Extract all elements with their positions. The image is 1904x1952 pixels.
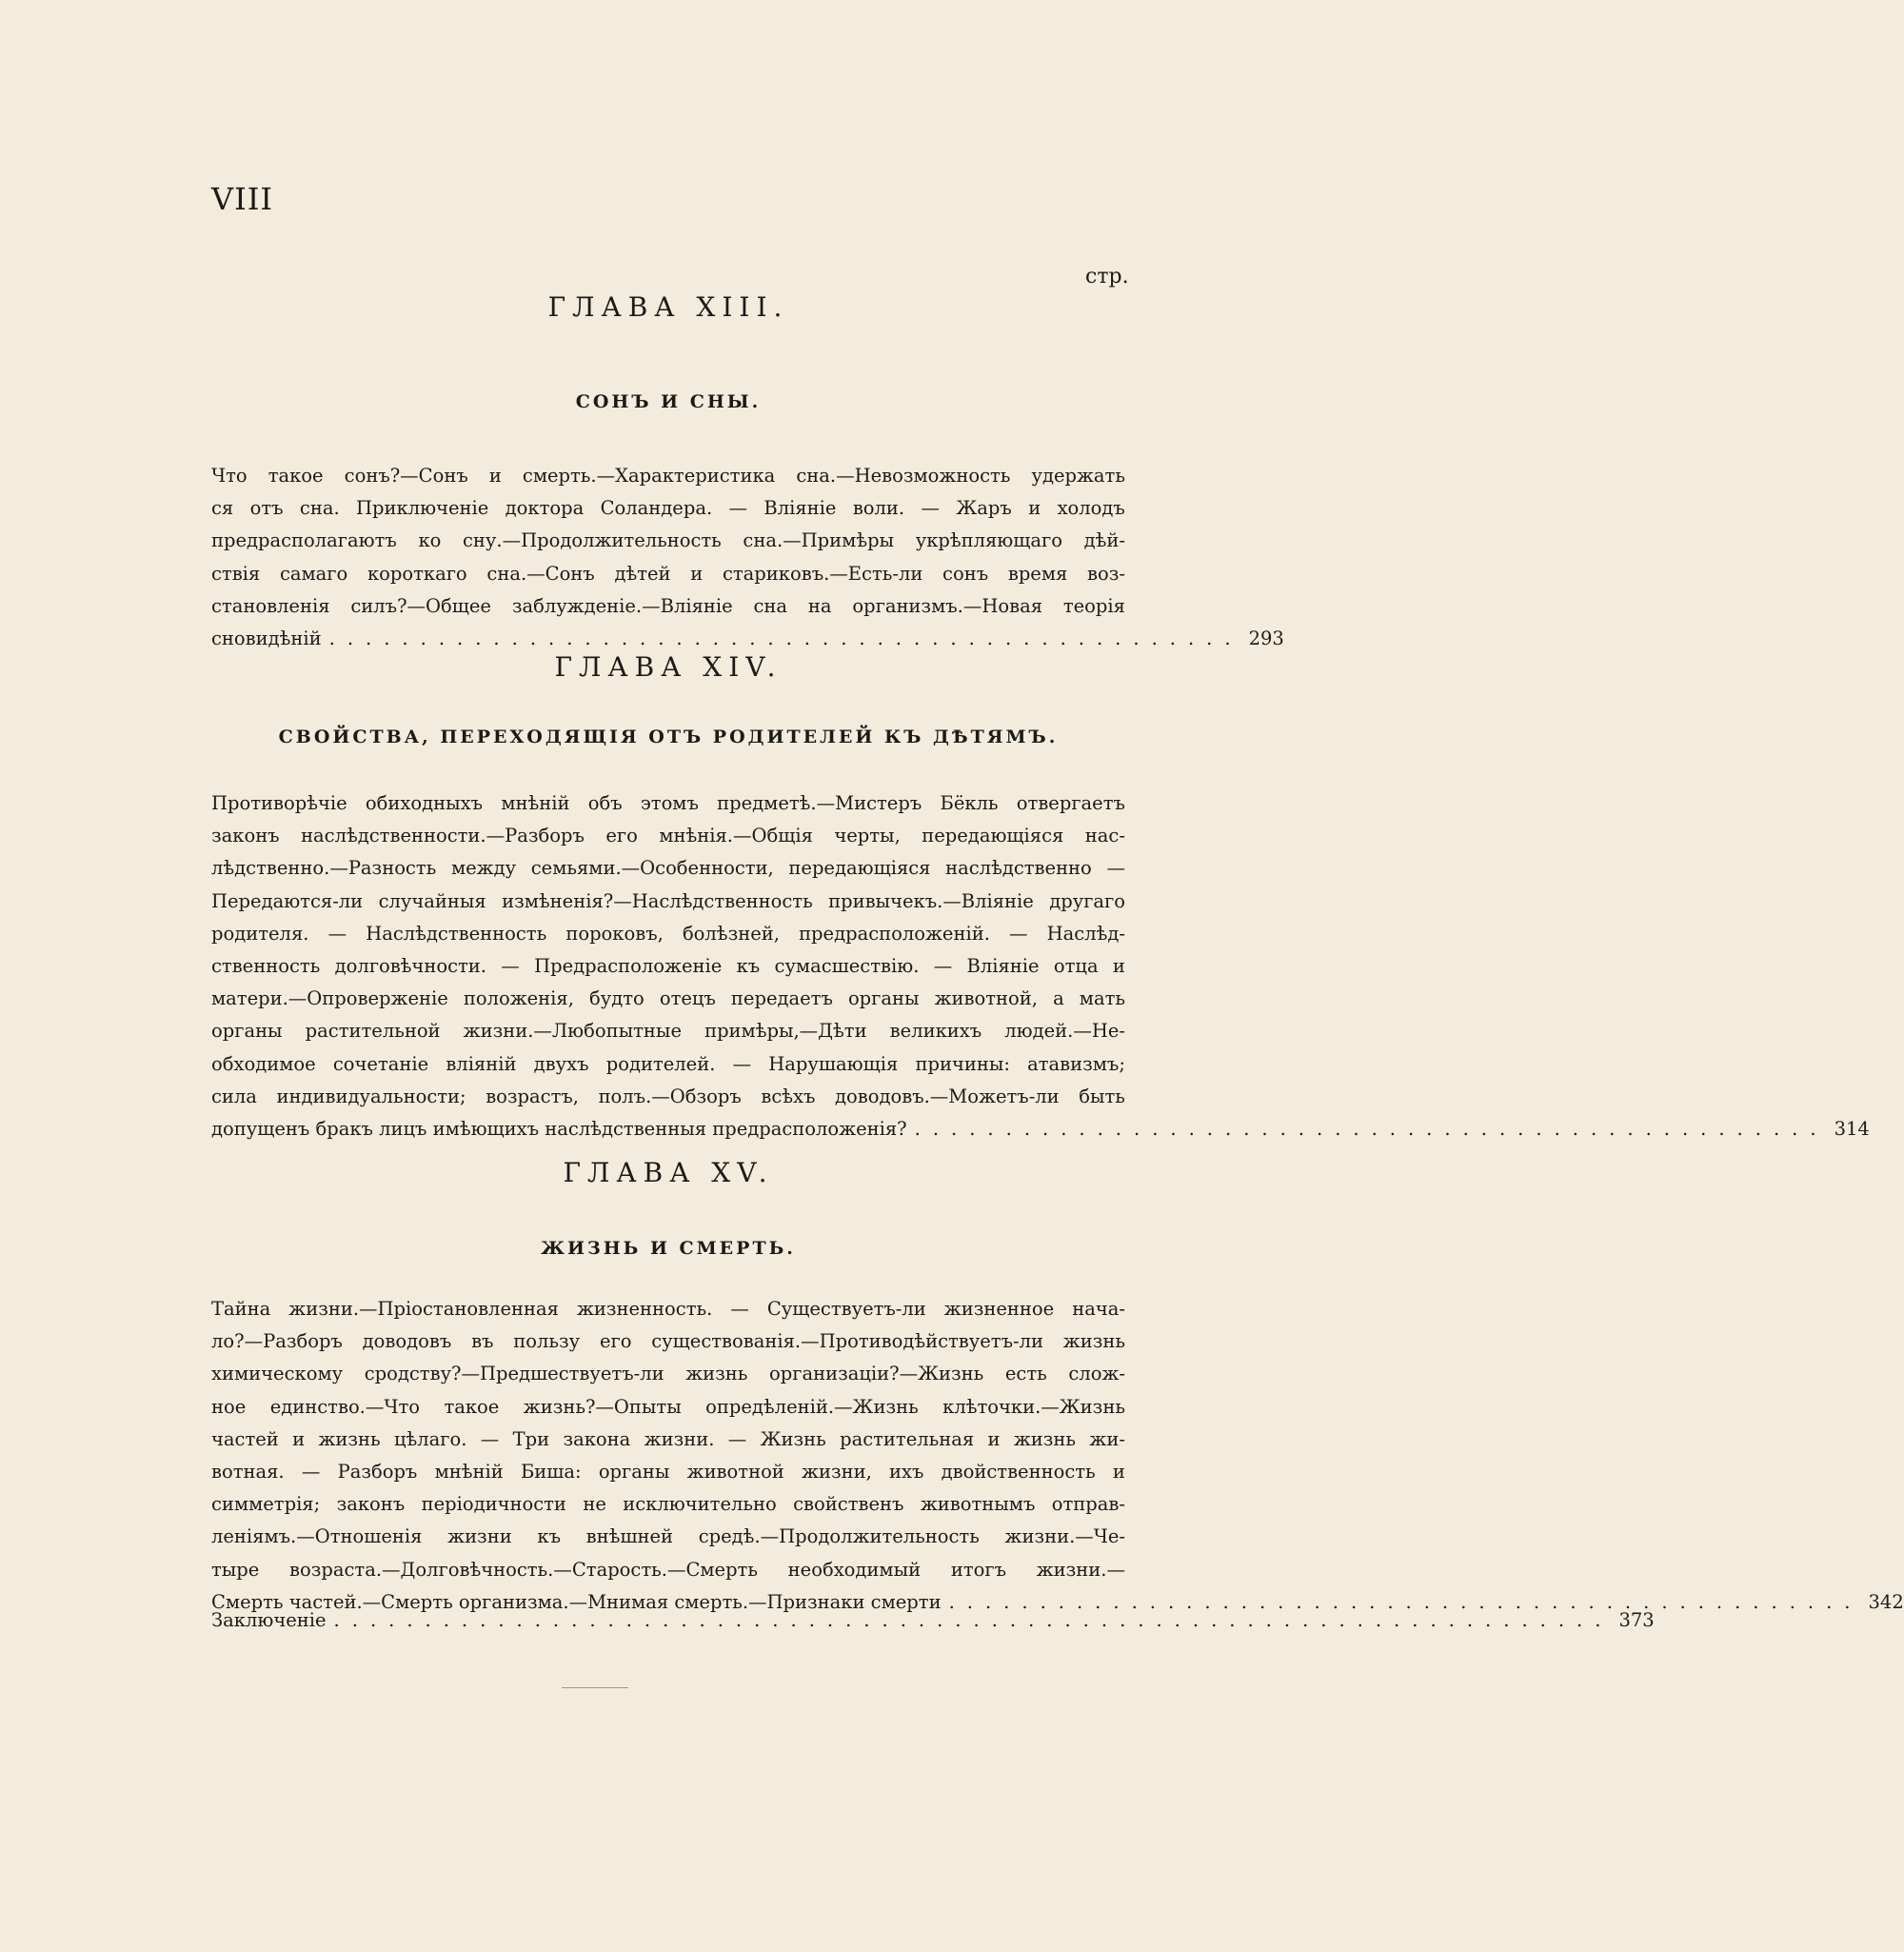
word: стариковъ.—Есть-ли (722, 562, 923, 585)
word: матери.—Опроверженіе (211, 987, 448, 1010)
word: Что (211, 465, 248, 487)
word: есть (1004, 1363, 1047, 1385)
summary-line (211, 983, 1125, 1015)
word: доводовъ.—Можетъ-ли (835, 1085, 1060, 1107)
word: положенія, (463, 987, 574, 1010)
word: людей.—Не- (1004, 1020, 1125, 1043)
summary-line (211, 918, 1125, 950)
word: Противорѣчіе (211, 792, 347, 814)
conclusion-label: Заключеніе (211, 1609, 327, 1631)
word: Жаръ (956, 497, 1012, 520)
word: Существуетъ-ли (766, 1298, 926, 1320)
word: животнымъ (920, 1493, 1036, 1516)
word: время (1007, 562, 1068, 585)
word: полъ.—Обзоръ (598, 1085, 742, 1107)
chapter-title: ГЛАВА XIII. (547, 291, 789, 323)
word: долговѣчности. (334, 955, 486, 978)
word: организаціи?—Жизнь (769, 1363, 984, 1385)
word: жизни.—Че- (1004, 1525, 1125, 1548)
dot-leader: ...................................................................... (333, 1609, 1614, 1631)
word: объ (587, 792, 623, 814)
word: леніямъ.—Отношенія (211, 1525, 423, 1548)
word: этомъ (640, 792, 699, 814)
word: Наслѣдственность (366, 922, 547, 945)
word: смерть.—Характеристика (522, 465, 776, 487)
word: — (730, 1298, 749, 1320)
summary-line (211, 820, 1125, 852)
word: черты, (834, 825, 901, 847)
word: ное (211, 1395, 247, 1418)
word: Биша: (520, 1461, 582, 1484)
summary-line (211, 525, 1125, 557)
word: Жизнь (760, 1427, 826, 1450)
word: органы (847, 987, 920, 1010)
word: такое (444, 1395, 500, 1418)
page-column-label: стр. (1085, 265, 1129, 289)
word: сна.—Невозможность (796, 465, 1011, 487)
summary-line (211, 1325, 1125, 1358)
word: закона (563, 1427, 631, 1450)
word: Наслѣд- (1046, 922, 1125, 945)
summary-line (211, 1521, 1125, 1553)
word: измѣненія?—Наслѣдственность (502, 889, 813, 912)
word: сна.—Сонъ (486, 562, 595, 585)
chapter-subtitle: СОНЪ И СНЫ. (575, 391, 762, 412)
word: Нарушающія (768, 1052, 899, 1075)
summary-line (211, 950, 1125, 983)
word: пользу (513, 1330, 581, 1353)
word: тыре (211, 1558, 260, 1581)
summary-line (211, 1391, 1125, 1424)
word: сна.—Примѣры (743, 529, 895, 552)
word: и (1112, 955, 1125, 978)
word: передаетъ (730, 987, 833, 1010)
word: другаго (1049, 889, 1125, 912)
word: жизнь (1013, 1427, 1077, 1450)
chapter-title: ГЛАВА XIV. (554, 651, 783, 683)
word: мнѣній (501, 792, 570, 814)
summary-line (211, 1293, 1125, 1325)
word: — (480, 1427, 500, 1450)
summary-last-text: сновидѣній (211, 627, 322, 650)
word: жизни, (802, 1461, 872, 1484)
word: сонъ (942, 562, 989, 585)
word: сила (211, 1085, 257, 1107)
word: самаго (279, 562, 348, 585)
word: отправ- (1051, 1493, 1125, 1516)
word: отвергаетъ (1016, 792, 1125, 814)
summary-line (211, 852, 1125, 885)
word: растительная (840, 1427, 975, 1450)
word: Соландера. (600, 497, 713, 520)
word: двойственность (941, 1461, 1096, 1484)
word: удержать (1031, 465, 1125, 487)
word: Вліяніе (764, 497, 837, 520)
word: сочетаніе (332, 1052, 429, 1075)
word: вліяній (446, 1052, 517, 1075)
word: причины: (915, 1052, 1010, 1075)
word: существованія.—Противодѣйствуетъ-ли (651, 1330, 1043, 1353)
summary-line (211, 558, 1125, 590)
word: свойственъ (793, 1493, 904, 1516)
word: на (807, 594, 832, 617)
word: сна. (299, 497, 340, 520)
page-ref: 293 (1248, 627, 1284, 650)
word: ственность (211, 955, 321, 978)
summary-line (211, 1081, 1125, 1113)
word: къ (736, 955, 761, 978)
word: и (690, 562, 704, 585)
word: сну.—Продолжительность (463, 529, 722, 552)
word: цѣлаго. (393, 1427, 467, 1450)
word: ло?—Разборъ (211, 1330, 343, 1353)
summary-last-line (211, 1113, 1870, 1145)
summary-line (211, 492, 1125, 525)
word: химическому (211, 1363, 344, 1385)
word: заблужденіе.—Вліяніе (511, 594, 733, 617)
word: ихъ (889, 1461, 924, 1484)
word: — (301, 1461, 321, 1484)
word: — (921, 497, 940, 520)
word: теорія (1062, 594, 1125, 617)
chapter-14 (211, 651, 1870, 1145)
word: жизнь?—Опыты (523, 1395, 682, 1418)
word: Три (512, 1427, 550, 1450)
word: жизни.—Пріостановленная (288, 1298, 559, 1320)
word: законъ (336, 1493, 406, 1516)
word: доктора (505, 497, 585, 520)
word: мнѣнія.—Общія (659, 825, 813, 847)
word: — (728, 497, 748, 520)
word: — (1009, 922, 1028, 945)
chapter-summary (211, 787, 1870, 1145)
chapter-13 (211, 291, 1284, 655)
word: къ (537, 1525, 561, 1548)
word: случайныя (378, 889, 486, 912)
word: дѣй- (1083, 529, 1125, 552)
word: его (599, 1330, 632, 1353)
word: жизнь (685, 1363, 748, 1385)
word: передающіяся (922, 825, 1064, 847)
word: холодъ (1057, 497, 1125, 520)
word: жизни. (644, 1427, 715, 1450)
dot-leader: .................................................. (328, 627, 1243, 650)
summary-last-text: Смерть частей.—Смерть организма.—Мнимая смерть.—Признаки смерти (211, 1590, 942, 1613)
word: періодичности (421, 1493, 566, 1516)
word: дѣтей (614, 562, 671, 585)
word: и (1028, 497, 1041, 520)
word: между (450, 857, 517, 880)
chapter-subtitle: СВОЙСТВА, ПЕРЕХОДЯЩІЯ ОТЪ РОДИТЕЛЕЙ КЪ ДѢТЯМЪ. (278, 727, 1059, 747)
summary-line (211, 1488, 1125, 1521)
word: жизни.— (1036, 1558, 1125, 1581)
word: семьями.—Особенности, (530, 857, 774, 880)
word: отъ (249, 497, 284, 520)
word: а (1053, 987, 1064, 1010)
word: силъ?—Общее (350, 594, 491, 617)
chapter-summary (211, 460, 1284, 655)
word: сродству?—Предшествуетъ-ли (364, 1363, 664, 1385)
word: клѣточки.—Жизнь (942, 1395, 1125, 1418)
chapter-subtitle: ЖИЗНЬ И СМЕРТЬ. (541, 1238, 796, 1259)
word: привычекъ.—Вліяніе (828, 889, 1034, 912)
word: ко (418, 529, 442, 552)
word: жи- (1089, 1427, 1125, 1450)
word: симметрія; (211, 1493, 321, 1516)
word: жизни (447, 1525, 512, 1548)
word: Бёкль (940, 792, 999, 814)
word: въ (471, 1330, 494, 1353)
word: предметѣ.—Мистеръ (717, 792, 922, 814)
closing-rule (562, 1687, 628, 1688)
word: Вліяніе (966, 955, 1040, 978)
word: мнѣній (434, 1461, 504, 1484)
word: органы (211, 1020, 283, 1043)
word: родителя. (211, 922, 309, 945)
word: сумасшествію. (774, 955, 920, 978)
word: отецъ (659, 987, 716, 1010)
word: вотная. (211, 1461, 285, 1484)
word: и (987, 1427, 1001, 1450)
word: жизнь (1062, 1330, 1125, 1353)
page-number: VIII (211, 181, 274, 217)
word: жизненность. (576, 1298, 713, 1320)
word: двухъ (533, 1052, 589, 1075)
summary-line (211, 460, 1125, 492)
summary-line (211, 1456, 1125, 1488)
word: укрѣпляющаго (915, 529, 1062, 552)
chapter-summary (211, 1293, 1904, 1619)
word: ствія (211, 562, 261, 585)
word: внѣшней (585, 1525, 674, 1548)
summary-line (211, 1358, 1125, 1390)
word: индивидуальности; (276, 1085, 466, 1107)
word: такое (268, 465, 324, 487)
word: Тайна (211, 1298, 271, 1320)
word: короткаго (367, 562, 467, 585)
word: возраста.—Долговѣчность.—Старость.—Смерть (289, 1558, 758, 1581)
word: Предрасположеніе (534, 955, 723, 978)
word: родителей. (605, 1052, 716, 1075)
word: законъ (211, 825, 280, 847)
word: животной (686, 1461, 784, 1484)
word: слож- (1068, 1363, 1125, 1385)
chapter-title: ГЛАВА XV. (563, 1157, 774, 1188)
summary-line (211, 787, 1125, 820)
word: растительной (305, 1020, 441, 1043)
word: необходимый (787, 1558, 922, 1581)
word: и (292, 1427, 306, 1450)
word: итогъ (950, 1558, 1006, 1581)
word: примѣры,—Дѣти (704, 1020, 867, 1043)
word: жизни.—Любопытные (463, 1020, 682, 1043)
word: — (327, 922, 347, 945)
word: всѣхъ (761, 1085, 816, 1107)
word: жизненное (943, 1298, 1055, 1320)
page-ref: 314 (1834, 1118, 1870, 1141)
word: болѣзней, (682, 922, 780, 945)
word: — (727, 1427, 747, 1450)
word: опредѣленій.—Жизнь (705, 1395, 919, 1418)
summary-line (211, 1554, 1125, 1586)
word: предрасполагаютъ (211, 529, 397, 552)
word: не (583, 1493, 606, 1516)
word: — (933, 955, 953, 978)
word: средѣ.—Продолжительность (698, 1525, 980, 1548)
page-ref: 373 (1618, 1609, 1655, 1631)
word: обиходныхъ (365, 792, 484, 814)
word: и (488, 465, 502, 487)
dot-leader: .................................................. (948, 1590, 1863, 1613)
word: исключительно (623, 1493, 777, 1516)
word: наслѣдственно (945, 857, 1092, 880)
word: возрастъ, (486, 1085, 579, 1107)
word: ся (211, 497, 234, 520)
word: организмъ.—Новая (852, 594, 1042, 617)
word: воз- (1087, 562, 1125, 585)
word: наслѣдственности.—Разборъ (301, 825, 585, 847)
chapter-15 (211, 1157, 1904, 1619)
word: быть (1079, 1085, 1125, 1107)
word: становленія (211, 594, 330, 617)
summary-line (211, 590, 1125, 623)
word: атавизмъ; (1027, 1052, 1125, 1075)
word: частей (211, 1427, 279, 1450)
summary-line (211, 1048, 1125, 1081)
word: доводовъ (362, 1330, 452, 1353)
word: нас- (1084, 825, 1125, 847)
word: единство.—Что (269, 1395, 420, 1418)
word: сна (753, 594, 788, 617)
word: лѣдственно.—Разность (211, 857, 437, 880)
summary-line (211, 886, 1125, 918)
word: — (501, 955, 520, 978)
word: — (732, 1052, 752, 1075)
word: и (1112, 1461, 1125, 1484)
word: будто (589, 987, 645, 1010)
dot-leader: .................................................. (914, 1118, 1829, 1141)
word: пороковъ, (565, 922, 664, 945)
word: великихъ (889, 1020, 982, 1043)
word: обходимое (211, 1052, 316, 1075)
word: Разборъ (337, 1461, 418, 1484)
word: отца (1053, 955, 1099, 978)
word: жизнь (318, 1427, 381, 1450)
page-ref: 342 (1868, 1590, 1904, 1613)
summary-line (211, 1424, 1125, 1456)
word: Передаются-ли (211, 889, 364, 912)
word: нача- (1072, 1298, 1125, 1320)
word: органы (598, 1461, 670, 1484)
word: передающіяся (788, 857, 931, 880)
summary-line (211, 1015, 1125, 1047)
word: его (605, 825, 638, 847)
word: мать (1079, 987, 1125, 1010)
word: воли. (852, 497, 905, 520)
word: сонъ?—Сонъ (344, 465, 468, 487)
summary-last-text: допущенъ бракъ лицъ имѣющихъ наслѣдственныя предрасположенія? (211, 1118, 907, 1141)
word: предрасположеній. (799, 922, 990, 945)
conclusion-entry (211, 1609, 1655, 1631)
word: — (1106, 857, 1125, 880)
word: Приключеніе (356, 497, 489, 520)
word: животной, (934, 987, 1038, 1010)
